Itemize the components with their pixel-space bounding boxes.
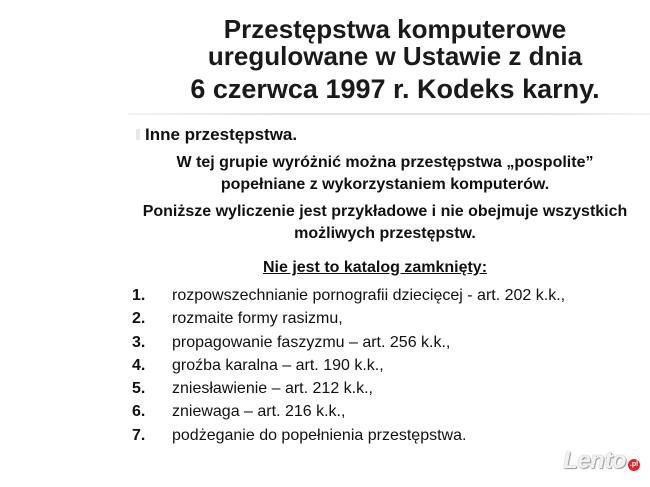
title-line-2: uregulowane w Ustawie z dnia — [207, 41, 583, 71]
list-item-text: groźba karalna – art. 190 k.k., — [172, 356, 384, 374]
list-item — [132, 400, 565, 423]
list-item-number: 7. — [132, 426, 146, 444]
list-item-number: 4. — [132, 356, 146, 374]
bullet-marker — [136, 129, 140, 140]
list-item-text: zniesławienie – art. 212 k.k., — [172, 380, 373, 398]
title-line-3: 6 czerwca 1997 r. Kodeks karny. — [190, 74, 600, 104]
watermark-logo-text: Lento — [563, 447, 626, 474]
watermark-badge: .pl — [628, 459, 640, 471]
list-item-text: podżeganie do popełnienia przestępstwa. — [172, 426, 467, 444]
watermark — [563, 447, 640, 475]
list-item — [132, 377, 565, 400]
list-item-text: propagowanie faszyzmu – art. 256 k.k., — [172, 333, 451, 351]
slide-title — [150, 16, 640, 103]
disclaimer-paragraph: Poniższe wyliczenie jest przykładowe i nie obejmuje wszystkich możliwych przestępstw. — [142, 203, 628, 242]
list-item — [132, 424, 565, 447]
section-heading: Inne przestępstwa. — [145, 125, 298, 144]
list-item-number: 3. — [132, 333, 146, 351]
intro-paragraph: W tej grupie wyróżnić można przestępstwa „pospolite” popełniane z wykorzystaniem komputerów. — [176, 154, 594, 193]
list-item — [132, 354, 565, 377]
list-item-number: 6. — [132, 403, 146, 421]
list-item — [132, 284, 565, 307]
list-item-text: rozmaite formy rasizmu, — [172, 310, 343, 328]
crime-list — [132, 284, 565, 447]
list-item-number: 5. — [132, 380, 146, 398]
list-item — [132, 331, 565, 354]
catalog-note: Nie jest to katalog zamknięty: — [262, 259, 488, 276]
list-item-text: rozpowszechnianie pornografii dziecięcej - art. 202 k.k., — [172, 287, 566, 304]
title-line-1: Przestępstwa komputerowe — [223, 14, 567, 44]
title-divider — [128, 113, 650, 115]
list-item — [132, 307, 565, 330]
list-item-text: zniewaga – art. 216 k.k., — [172, 403, 346, 421]
list-item-number: 2. — [132, 310, 146, 328]
list-item-number: 1. — [132, 287, 146, 304]
